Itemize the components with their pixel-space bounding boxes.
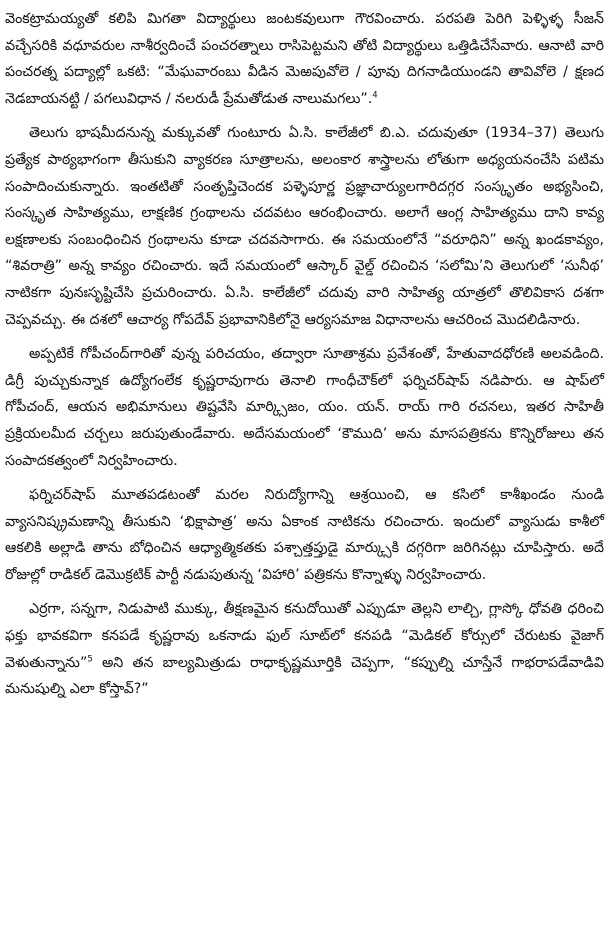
paragraph-text: ఎర్రగా, సన్నగా, నిడుపాటి ముక్కు, తీక్షణమైన కనుదోయితో ఎప్పుడూ తెల్లని లాల్చి, గ్లాస్కో ధోవతి ధరించి ఫక్తు భావకవిగా కనపడే కృష్ణరావు ఒకనాడు ఫుల్ సూట్‌లో కనపడి “మెడికల్ కోర్సులో చేరుటకు వైజాగ్ వెళుతున్నాను”: [5, 601, 604, 671]
footnote-marker: 5: [87, 653, 93, 664]
paragraph-medical-course: [5, 596, 604, 702]
paragraph-pancharatnalu: [5, 6, 604, 112]
paragraph-text: ఫర్నిచర్‌షాప్ మూతపడటంతో మరల నిరుద్యోగాన్ని ఆశ్రయించి, ఆ కసిలో కాశీఖండం నుండి వ్యాసనిష్క్రమణాన్ని తీసుకుని ‘భిక్షాపాత్ర’ అను ఏకాంక నాటికను రచించారు. ఇందులో వ్యాసుడు కాశీలో ఆకలికి అల్లాడి తాను బోధించిన ఆధ్యాత్మికతకు పశ్చాత్తప్తుడై మార్క్సుకి దగ్గరిగా జరిగినట్లు చూపిస్తారు. అదే రోజుల్లో రాడికల్ డెమొక్రటిక్ పార్టీ నడుపుతున్న ‘విహారి’ పత్రికను కొన్నాళ్ళు నిర్వహించారు.: [5, 487, 604, 583]
paragraph-text: అని తన బాల్యమిత్రుడు రాధాకృష్ణమూర్తికి చెప్పగా, “కప్పుల్ని చూస్తేనే గాభరాపడేవాడివి మనుషుల్ని ఎలా కోస్తావ్?”: [5, 654, 604, 698]
paragraph-text: తెలుగు భాషమీదనున్న మక్కువతో గుంటూరు ఏ.సి. కాలేజీలో బి.ఎ. చదువుతూ (1934–37) తెలుగు ప్రత్యేక పాఠ్యభాగంగా తీసుకుని వ్యాకరణ సూత్రాలను, అలంకార శాస్త్రాలను లోతుగా అధ్యయనంచేసి పటిమ సంపాదించుకున్నారు. ఇంతటితో సంతృప్తిచెందక పళ్ళెపూర్ణ ప్రజ్ఞాచార్యులగారిదగ్గర సంస్కృతం అభ్యసించి, సంస్కృత సాహిత్యము, లాక్షణిక గ్రంథాలను చదవటం ఆరంభించారు. అలాగే ఆంగ్ల సాహిత్యము దాని కావ్య లక్షణాలకు సంబంధించిన గ్రంథాలను కూడా చదవసాగారు. ఈ సమయంలోనే “వరూధిని” అన్న ఖండకావ్యం, “శివరాత్రి” అన్న కావ్యం రచించారు. ఇదే సమయంలో ఆస్కార్ వైల్డ్ రచించిన ‘సలోమి’ని తెలుగులో ‘సునీథ’ నాటికగా పునఃసృష్టిచేసి ప్రచురించారు. ఏ.సి. కాలేజీలో చదువు వారి సాహిత్య యాత్రలో తొలివికాస దశగా చెప్పవచ్చు. ఈ దశలో ఆచార్య గోపదేవ్ ప్రభావానికిలోనై ఆర్యసమాజ విధానాలను ఆచరించ మొదలిడినారు.: [5, 125, 604, 328]
paragraph-ac-college: [5, 120, 604, 333]
paragraph-furniture-shop: [5, 341, 604, 474]
paragraph-text: వెంకట్రామయ్యతో కలిపి మిగతా విద్యార్థులు జంటకవులుగా గౌరవించారు. పరపతి పెరిగి పెళ్ళిళ్ళ సీజన్ వచ్చేసరికి వధూవరుల నాశీర్వదించే పంచరత్నాలు రాసిపెట్టమని తోటి విద్యార్థులు ఒత్తిడిచేసేవారు. ఆనాటి వారి పంచరత్న పద్యాల్లో ఒకటి: “మేఘవారంబు వీడిన మెఱపువోలె / పూవు దిగనాడియుండని తావివోలె / క్షణద నెడబాయనట్టి / పగలువిధాన / నలరుడీ ప్రేమతోడుత నాలుమగలు”.: [5, 11, 604, 107]
footnote-marker: 4: [372, 90, 378, 101]
paragraph-bhikshapatra: [5, 482, 604, 588]
paragraph-text: అప్పటికే గోపీచంద్‌గారితో వున్న పరిచయం, తద్వారా సూతాశ్రమ ప్రవేశంతో, హేతువాదధోరణి అలవడింది. డిగ్రీ పుచ్చుకున్నాక ఉద్యోగంలేక కృష్ణరావుగారు తెనాలి గాంధీచౌక్‌లో ఫర్నిచర్‌షాప్ నడిపారు. ఆ షాప్‌లో గోపీచంద్, ఆయన అభిమానులు తిష్టవేసి మార్క్సిజం, యం. యన్. రాయ్ గారి రచనలు, ఇతర సాహితీ ప్రక్రియలమీద చర్చలు జరుపుతుండేవారు. అదేసమయంలో ‘కౌముది’ అను మాసపత్రికను కొన్నిరోజులు తన సంపాదకత్వంలో నిర్వహించారు.: [5, 346, 604, 469]
